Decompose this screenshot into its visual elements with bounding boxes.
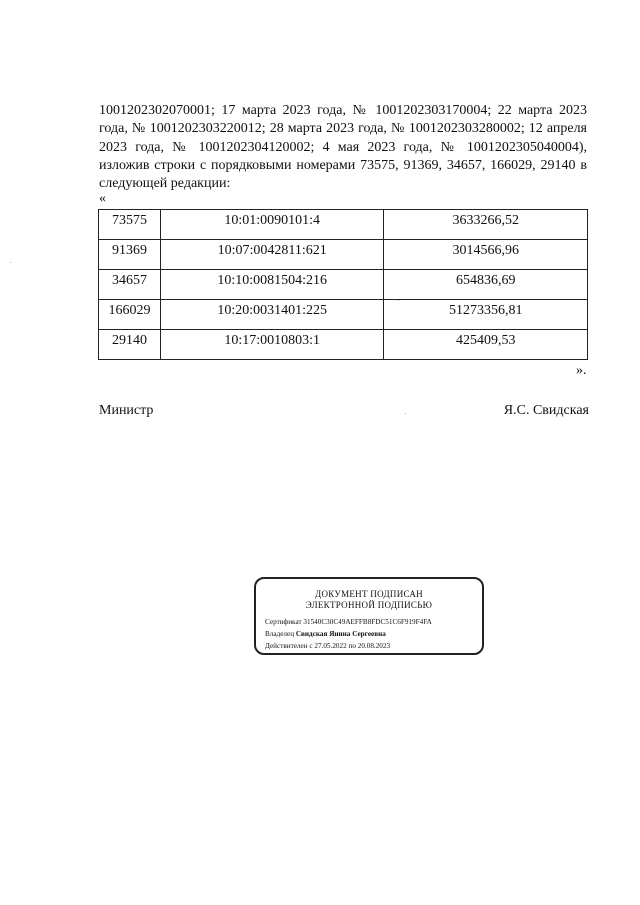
value-cell: 51273356,81	[384, 300, 588, 330]
cadastral-number-cell: 10:20:0031401:225	[160, 300, 384, 330]
scan-speck	[10, 262, 11, 263]
stamp-owner-label: Владелец	[265, 630, 295, 638]
closing-quote: ».	[576, 363, 587, 378]
value-cell: 3633266,52	[384, 210, 588, 240]
row-number-cell: 29140	[99, 330, 161, 360]
row-number-cell: 73575	[99, 210, 161, 240]
electronic-signature-stamp	[254, 577, 484, 655]
signatory-role: Министр	[99, 403, 154, 418]
stamp-valid-label: Действителен с	[265, 642, 313, 650]
scan-speck	[398, 300, 399, 301]
value-cell: 425409,53	[384, 330, 588, 360]
stamp-owner-value: Свидская Янина Сергеевна	[295, 630, 386, 638]
stamp-validity	[265, 642, 390, 650]
table-row	[99, 300, 588, 330]
body-paragraph: 1001202302070001; 17 марта 2023 года, № 1001202303170004; 22 марта 2023 года, № 1001202303220012; 28 марта 2023 года, № 1001202303280002; 12 апреля 2023 года, № 1001202304120002; 4 мая 2023 года, № 1001202305040004), изложив строки с порядковыми номерами 73575, 91369, 34657, 166029, 29140 в следующей редакции:	[99, 103, 587, 192]
table-body	[99, 210, 588, 360]
stamp-valid-to: 20.08.2023	[357, 642, 391, 650]
stamp-valid-from: 27.05.2022	[314, 642, 347, 650]
cadastral-number-cell: 10:17:0010803:1	[160, 330, 384, 360]
stamp-title-line-1: ДОКУМЕНТ ПОДПИСАН	[315, 589, 423, 599]
cadastral-number-cell: 10:07:0042811:621	[160, 240, 384, 270]
parcel-table	[98, 209, 588, 360]
cadastral-number-cell: 10:10:0081504:216	[160, 270, 384, 300]
table-row	[99, 330, 588, 360]
row-number-cell: 91369	[99, 240, 161, 270]
cadastral-number-cell: 10:01:0090101:4	[160, 210, 384, 240]
stamp-cert-label: Сертификат	[265, 618, 302, 626]
stamp-title-line-2: ЭЛЕКТРОННОЙ ПОДПИСЬЮ	[305, 600, 433, 610]
stamp-cert-value: 31540C30C49AEFFB8FDC51C6F919F4FA	[303, 618, 432, 626]
table-row	[99, 270, 588, 300]
value-cell: 654836,69	[384, 270, 588, 300]
value-cell: 3014566,96	[384, 240, 588, 270]
scan-speck	[405, 413, 406, 414]
opening-quote: «	[99, 191, 106, 206]
row-number-cell: 166029	[99, 300, 161, 330]
signatory-name: Я.С. Свидская	[503, 403, 589, 418]
stamp-valid-to-label: по	[348, 642, 356, 650]
table-row	[99, 240, 588, 270]
table-row	[99, 210, 588, 240]
stamp-certificate	[265, 618, 432, 626]
row-number-cell: 34657	[99, 270, 161, 300]
stamp-owner	[265, 630, 386, 638]
